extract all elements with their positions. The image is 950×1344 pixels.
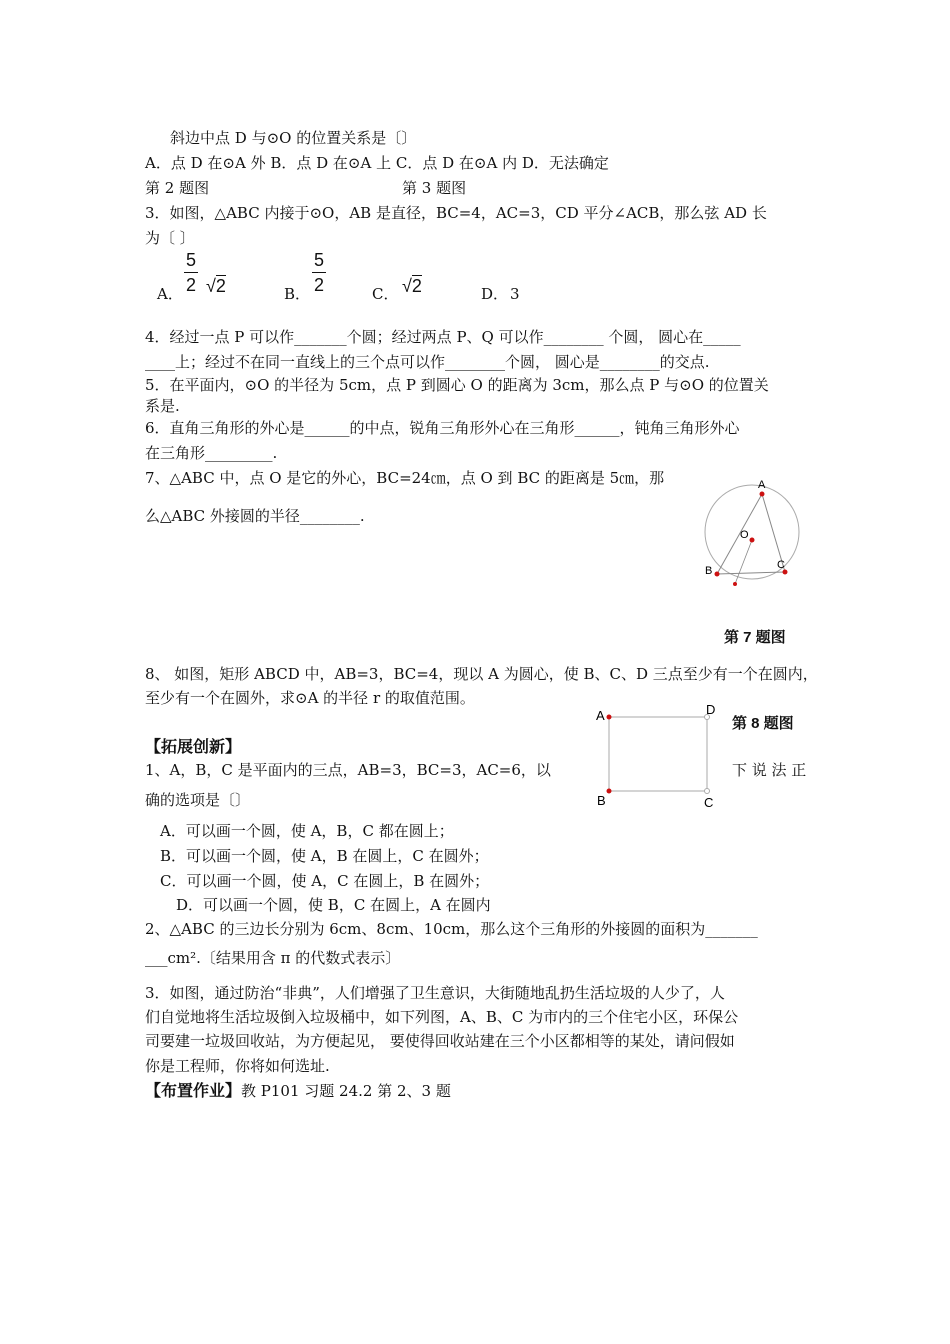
e1-option-c: C．可以画一个圆，使 A，C 在圆上，B 在圆外； [160, 872, 490, 890]
q7-line-2: 么△ABC 外接圆的半径________. [145, 507, 365, 525]
q3-option-b-numerator: 5 [313, 250, 324, 270]
section-extension-heading: 【拓展创新】 [145, 737, 242, 756]
q8-line-1: 8、 如图，矩形 ABCD 中，AB=3，BC=4，现以 A 为圆心，使 B、C、D 三点至少有一个在圆内， [145, 665, 818, 683]
label-c: C [777, 559, 785, 571]
fraction-bar [184, 272, 198, 273]
q3-option-b-fraction [312, 250, 326, 295]
q3-option-c-sqrt [402, 276, 422, 297]
homework-line [145, 1081, 451, 1101]
figure-7-circumcircle [695, 476, 810, 594]
q3-option-d-label: D． [481, 285, 509, 303]
label-a: A [596, 708, 605, 723]
fig3-caption: 第 3 题图 [402, 179, 467, 197]
e1-option-d: D．可以画一个圆，使 B，C 在圆上，A 在圆内 [176, 896, 491, 914]
q3-option-a-denominator: 2 [185, 275, 196, 295]
q3-option-c-label: C． [372, 285, 399, 303]
q5-line-2: 系是. [145, 397, 180, 415]
q3-option-a-sqrt [206, 276, 226, 297]
homework-heading: 【布置作业】 [145, 1081, 242, 1100]
point-b [607, 789, 612, 794]
e3-line-1: 3．如图，通过防治“非典”，人们增强了卫生意识，大街随地乱扔生活垃圾的人少了，人 [145, 984, 725, 1002]
point-b [715, 572, 720, 577]
label-o: O [740, 529, 749, 541]
q2-options: A．点 D 在⊙A 外 B．点 D 在⊙A 上 C．点 D 在⊙A 内 D．无法确定 [145, 154, 609, 172]
q3-option-d-value: 3 [510, 285, 520, 303]
figure-8-rectangle [592, 700, 722, 812]
label-b: B [597, 793, 606, 808]
q6-line-2: 在三角形_________. [145, 444, 278, 462]
segment-o-to-bc [735, 540, 752, 584]
point-foot [733, 582, 737, 586]
rectangle-abcd [609, 717, 707, 791]
point-a [760, 492, 765, 497]
fig2-caption: 第 2 题图 [145, 179, 210, 197]
q5-line-1: 5．在平面内，⊙O 的半径为 5cm，点 P 到圆心 O 的距离为 3cm，那么点 P 与⊙O 的位置关 [145, 376, 769, 394]
q7-line-1: 7、△ABC 中，点 O 是它的外心，BC=24㎝，点 O 到 BC 的距离是 5㎝，那 [145, 469, 665, 487]
q8-line-2: 至少有一个在圆外，求⊙A 的半径 r 的取值范围。 [145, 689, 475, 707]
e2-line-1: 2、△ABC 的三边长分别为 6cm、8cm、10cm，那么这个三角形的外接圆的面积为_______ [145, 920, 758, 938]
q3-option-a-numerator: 5 [185, 250, 196, 270]
e1-line-1: 1、A，B，C 是平面内的三点，AB=3，BC=3，AC=6，以 [145, 761, 551, 779]
e3-line-2: 们自觉地将生活垃圾倒入垃圾桶中，如下列图，A、B、C 为市内的三个住宅小区，环保公 [145, 1008, 739, 1026]
q3-line-2: 为〔 〕 [145, 229, 195, 247]
q3-option-b-denominator: 2 [313, 275, 324, 295]
e1-line-2: 确的选项是〔〕 [145, 791, 251, 809]
q4-line-1: 4．经过一点 P 可以作_______个圆；经过两点 P、Q 可以作________ 个圆， 圆心在_____ [145, 328, 741, 346]
label-b: B [705, 565, 713, 577]
sqrt-icon: √ [206, 276, 216, 296]
label-a: A [758, 479, 766, 491]
e1-option-b: B．可以画一个圆，使 A，B 在圆上，C 在圆外； [160, 847, 489, 865]
q3-option-c-radicand: 2 [411, 276, 422, 296]
sqrt-icon: √ [402, 276, 412, 296]
e1-line-1-tail: 下 说 法 正 [732, 761, 807, 779]
fig7-caption: 第 7 题图 [724, 629, 786, 646]
q2-line-1: 斜边中点 D 与⊙O 的位置关系是〔〕 [170, 129, 417, 147]
q3-option-a-fraction [184, 250, 198, 295]
q3-option-a-radicand: 2 [215, 276, 226, 296]
q3-option-b-label: B． [284, 285, 311, 303]
point-c [705, 789, 710, 794]
q4-line-2: ____上；经过不在同一直线上的三个点可以作________个圆， 圆心是________的交点. [145, 353, 710, 371]
q6-line-1: 6．直角三角形的外心是______的中点，锐角三角形外心在三角形______，钝角三角形外心 [145, 419, 740, 437]
e3-line-3: 司要建一垃圾回收站，为方便起见， 要使得回收站建在三个小区都相等的某处，请问假如 [145, 1032, 735, 1050]
q3-option-a-label: A． [157, 285, 183, 303]
q3-line-1: 3．如图，△ABC 内接于⊙O，AB 是直径，BC=4，AC=3，CD 平分∠ACB，那么弦 AD 长 [145, 204, 767, 222]
homework-text: 教 P101 习题 24.2 第 2、3 题 [241, 1082, 451, 1100]
label-c: C [704, 795, 714, 810]
fig8-caption: 第 8 题图 [732, 715, 794, 732]
fraction-bar [312, 272, 326, 273]
point-a [607, 715, 612, 720]
label-d: D [706, 702, 716, 717]
point-o [750, 538, 755, 543]
e3-line-4: 你是工程师，你将如何选址. [145, 1057, 330, 1075]
e2-line-2: ___cm².〔结果用含 π 的代数式表示〕 [145, 949, 401, 967]
e1-option-a: A．可以画一个圆，使 A，B，C 都在圆上； [160, 822, 454, 840]
